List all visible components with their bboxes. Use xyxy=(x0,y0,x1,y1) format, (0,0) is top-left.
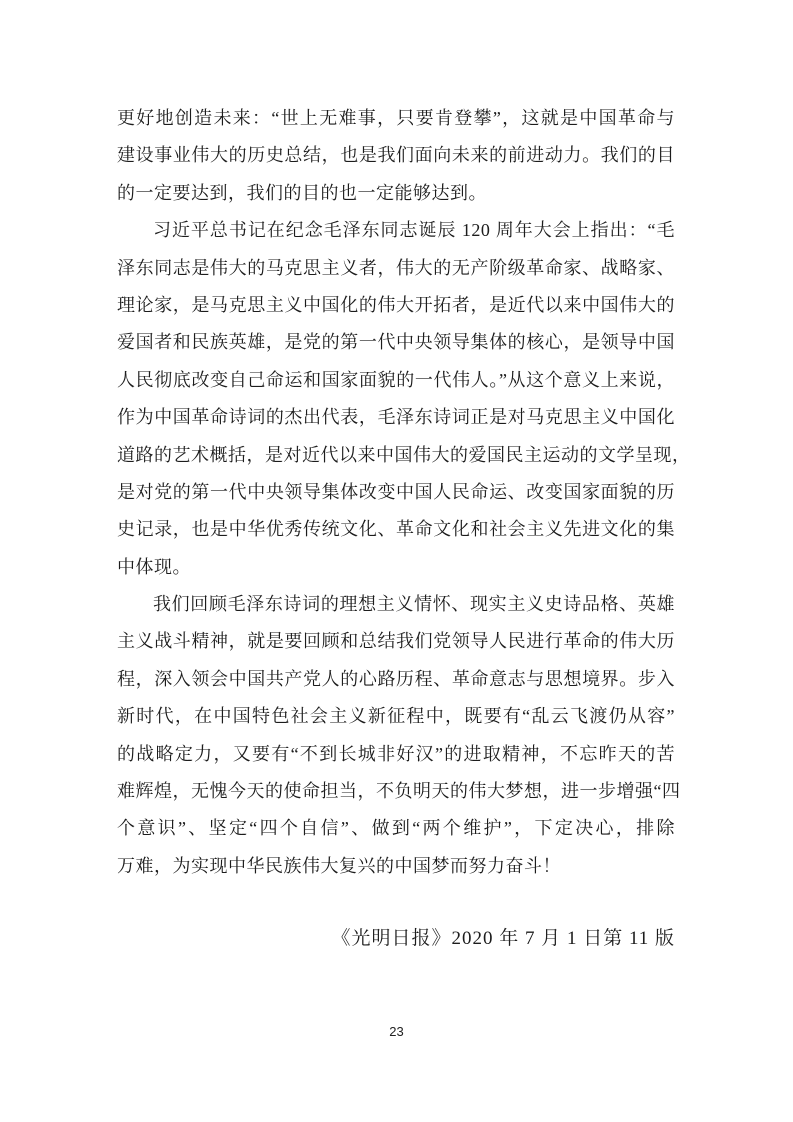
text-line: 泽东同志是伟大的马克思主义者，伟大的无产阶级革命家、战略家、 xyxy=(117,257,675,278)
text-line: 习近平总书记在纪念毛泽东同志诞辰 120 周年大会上指出：“毛 xyxy=(153,220,675,241)
text-line: 道路的艺术概括，是对近代以来中国伟大的爱国民主运动的文学呈现， xyxy=(117,444,691,465)
text-line: 新时代，在中国特色社会主义新征程中，既要有“乱云飞渡仍从容” xyxy=(117,706,675,727)
text-line: 更好地创造未来：“世上无难事，只要肯登攀”，这就是中国革命与 xyxy=(117,108,675,128)
text-line: 人民彻底改变自己命运和国家面貌的一代伟人。”从这个意义上来说， xyxy=(117,369,675,390)
source-attribution: 《光明日报》2020 年 7 月 1 日第 11 版 xyxy=(331,928,675,949)
text-line: 个意识”、坚定“四个自信”、做到“两个维护”，下定决心，排除 xyxy=(117,818,675,839)
article-body xyxy=(117,100,691,885)
text-line: 是对党的第一代中央领导集体改变中国人民命运、改变国家面貌的历 xyxy=(117,481,675,502)
text-line: 史记录，也是中华优秀传统文化、革命文化和社会主义先进文化的集 xyxy=(117,519,675,540)
text-line: 中体现。 xyxy=(117,556,191,577)
text-line: 程，深入领会中国共产党人的心路历程、革命意志与思想境界。步入 xyxy=(117,668,675,689)
text-line: 难辉煌，无愧今天的使命担当，不负明天的伟大梦想，进一步增强“四 xyxy=(117,781,681,802)
text-line: 的战略定力，又要有“不到长城非好汉”的进取精神，不忘昨天的苦 xyxy=(117,743,675,764)
text-line: 建设事业伟大的历史总结，也是我们面向未来的前进动力。我们的目 xyxy=(117,145,675,166)
text-line: 爱国者和民族英雄，是党的第一代中央领导集体的核心，是领导中国 xyxy=(117,332,675,353)
text-line: 理论家，是马克思主义中国化的伟大开拓者，是近代以来中国伟大的 xyxy=(117,294,675,315)
page-number: 23 xyxy=(389,1024,404,1039)
text-line: 万难，为实现中华民族伟大复兴的中国梦而努力奋斗！ xyxy=(117,855,561,876)
text-line: 作为中国革命诗词的杰出代表，毛泽东诗词正是对马克思主义中国化 xyxy=(117,407,675,428)
text-line: 我们回顾毛泽东诗词的理想主义情怀、现实主义史诗品格、英雄 xyxy=(153,594,675,615)
text-line: 的一定要达到，我们的目的也一定能够达到。 xyxy=(117,182,487,203)
text-line: 主义战斗精神，就是要回顾和总结我们党领导人民进行革命的伟大历 xyxy=(117,631,675,652)
